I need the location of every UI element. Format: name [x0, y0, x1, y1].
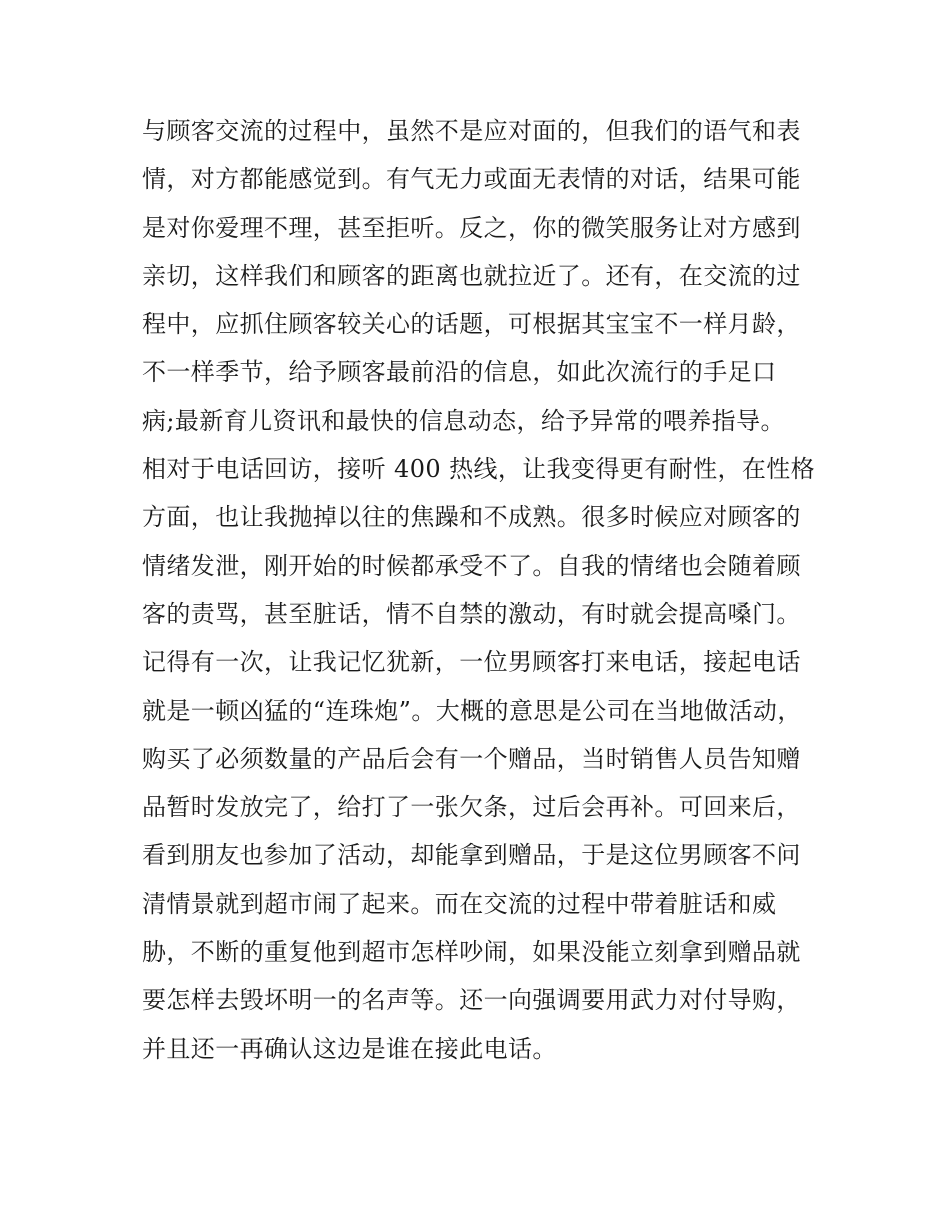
text-line: 要怎样去毁坏明一的名声等。还一向强调要用武力对付导购，	[142, 986, 801, 1015]
text-line: 方面，也让我抛掉以往的焦躁和不成熟。很多时候应对顾客的	[142, 503, 801, 532]
text-line: 是对你爱理不理，甚至拒听。反之，你的微笑服务让对方感到	[142, 213, 801, 242]
text-line: 程中，应抓住顾客较关心的话题，可根据其宝宝不一样月龄，	[142, 310, 801, 339]
text-line: 不一样季节，给予顾客最前沿的信息，如此次流行的手足口	[142, 358, 777, 387]
text-line: 客的责骂，甚至脏话，情不自禁的激动，有时就会提高嗓门。	[142, 599, 801, 628]
text-line: 相对于电话回访，接听 400 热线，让我变得更有耐性，在性格	[142, 455, 816, 484]
text-line: 并且还一再确认这边是谁在接此电话。	[142, 1034, 557, 1063]
text-line: 清情景就到超市闹了起来。而在交流的过程中带着脏话和威	[142, 889, 777, 918]
body-text	[142, 107, 822, 1073]
text-line: 购买了必须数量的产品后会有一个赠品，当时销售人员告知赠	[142, 744, 801, 773]
text-line: 情，对方都能感觉到。有气无力或面无表情的对话，结果可能	[142, 165, 801, 194]
text-line: 情绪发泄，刚开始的时候都承受不了。自我的情绪也会随着顾	[142, 551, 801, 580]
text-line: 就是一顿凶猛的“连珠炮”。大概的意思是公司在当地做活动，	[142, 696, 802, 725]
text-line: 亲切，这样我们和顾客的距离也就拉近了。还有，在交流的过	[142, 261, 801, 290]
text-line: 品暂时发放完了，给打了一张欠条，过后会再补。可回来后，	[142, 793, 801, 822]
text-line: 记得有一次，让我记忆犹新，一位男顾客打来电话，接起电话	[142, 648, 801, 677]
text-line: 看到朋友也参加了活动，却能拿到赠品，于是这位男顾客不问	[142, 841, 801, 870]
text-line: 与顾客交流的过程中，虽然不是应对面的，但我们的语气和表	[142, 117, 801, 145]
text-line: 病;最新育儿资讯和最快的信息动态，给予异常的喂养指导。	[142, 406, 785, 435]
text-line: 胁，不断的重复他到超市怎样吵闹，如果没能立刻拿到赠品就	[142, 938, 801, 967]
